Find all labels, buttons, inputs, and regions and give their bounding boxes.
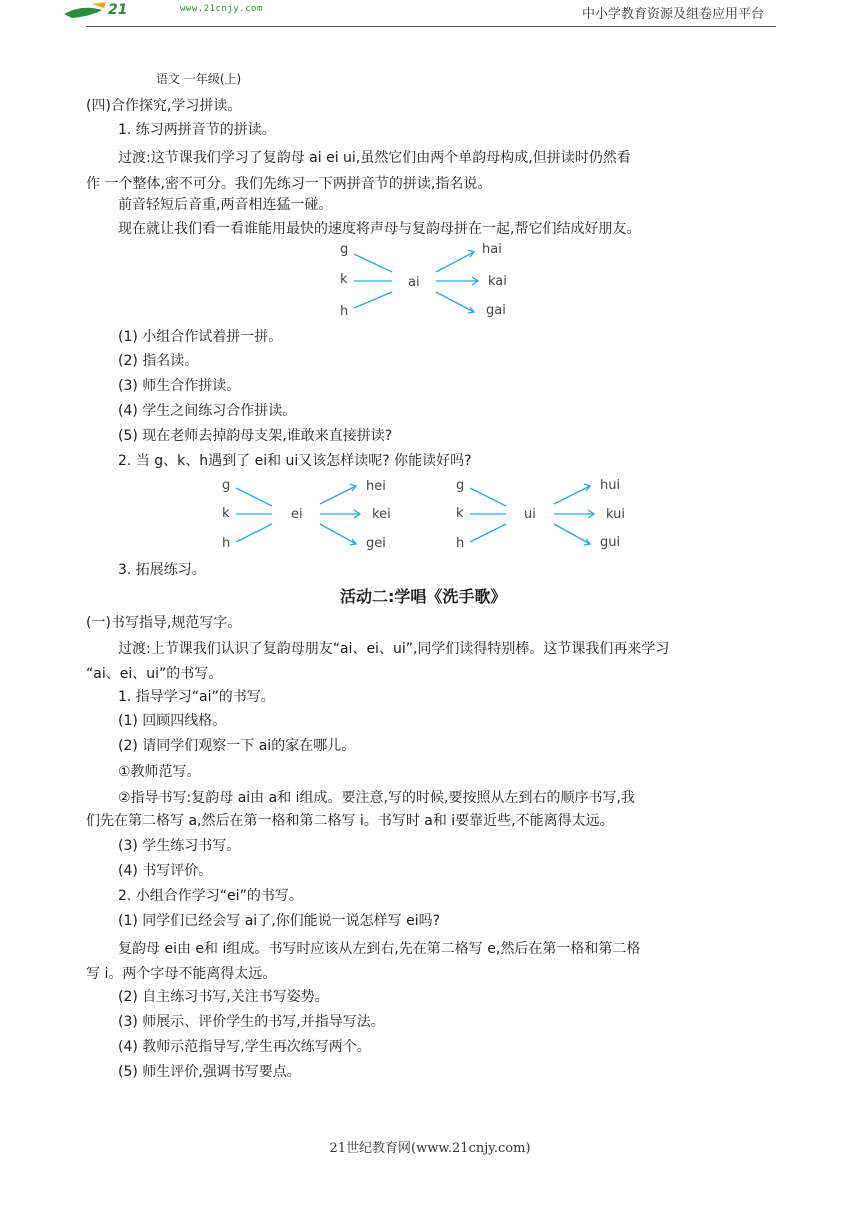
arrow-line [554,486,590,504]
initial-label: h [456,536,465,551]
arrow-line [470,524,506,542]
result-label: gai [486,303,506,318]
list-item: (3) 师生合作拼读。 [118,378,241,394]
result-label: hai [482,242,502,257]
svg-text:21: 21 [108,2,128,18]
paragraph: 2. 当 g、k、h遇到了 ei和 ui又该怎样读呢? 你能读好吗? [118,453,472,469]
initial-label: k [222,506,230,521]
result-label: hei [366,479,386,494]
result-label: kai [488,274,507,289]
pinyin-diagram-ai [330,236,520,322]
paragraph: 过渡:上节课我们认识了复韵母朋友“ai、ei、ui”,同学们读得特别棒。这节课我们再来学习 [118,641,670,657]
pinyin-diagram-ei [212,472,402,554]
arrow-line [236,488,272,506]
initial-label: g [340,242,349,257]
site-logo [62,0,263,22]
list-item: ①教师范写。 [118,764,201,780]
result-label: gui [600,535,621,550]
arrow-line [554,524,590,544]
paragraph: ②指导书写:复韵母 ai由 a和 i组成。要注意,写的时候,要按照从左到右的顺序书写,我 [118,790,635,806]
list-item: (3) 学生练习书写。 [118,838,241,854]
list-item: (3) 师展示、评价学生的书写,并指导写法。 [118,1014,385,1030]
list-item: (4) 学生之间练习合作拼读。 [118,403,297,419]
paragraph: 写 i。两个字母不能离得太远。 [86,966,277,982]
list-item: (4) 书写评价。 [118,863,213,879]
list-item: (1) 小组合作试着拼一拼。 [118,329,283,345]
page-footer: 21世纪教育网(www.21cnjy.com) [329,1141,531,1156]
initial-label: g [456,478,465,493]
list-item: (5) 现在老师去掉韵母支架,谁敢来直接拼读? [118,428,393,444]
paragraph: 前音轻短后音重,两音相连猛一碰。 [118,197,333,213]
initial-label: h [340,304,349,319]
paragraph: 复韵母 ei由 e和 i组成。书写时应该从左到右,先在第二格写 e,然后在第一格和第二格 [118,941,641,957]
paragraph: 们先在第二格写 a,然后在第一格和第二格写 i。书写时 a和 i要靠近些,不能离得太远。 [86,813,614,829]
list-item: (1) 回顾四线格。 [118,713,227,729]
section-heading: (四)合作探究,学习拼读。 [86,98,242,114]
initial-label: g [222,478,231,493]
logo-icon [62,0,128,22]
initial-label: k [456,506,464,521]
arrow-line [354,292,392,308]
arrow-line [320,486,356,504]
arrow-line [436,292,474,312]
paragraph: 作 一个整体,密不可分。我们先练习一下两拼音节的拼读,指名说。 [86,176,492,192]
list-item: (4) 教师示范指导写,学生再次练写两个。 [118,1039,371,1055]
header-divider [86,26,776,27]
result-label: kui [606,507,625,522]
arrow-line [320,524,356,544]
subject-grade: 语文 一年级(上) [156,72,242,86]
paragraph: 1. 练习两拼音节的拼读。 [118,122,276,138]
final-label: ui [524,507,536,522]
arrow-line [354,254,392,272]
paragraph: 1. 指导学习“ai”的书写。 [118,689,275,705]
platform-title: 中小学教育资源及组卷应用平台 [581,7,764,22]
arrow-line [470,488,506,506]
paragraph: 现在就让我们看一看谁能用最快的速度将声母与复韵母拼在一起,帮它们结成好朋友。 [118,221,641,237]
initial-label: h [222,536,231,551]
list-item: (2) 自主练习书写,关注书写姿势。 [118,989,329,1005]
section-heading: (一)书写指导,规范写字。 [86,615,242,631]
list-item: (5) 师生评价,强调书写要点。 [118,1064,301,1080]
initial-label: k [340,272,348,287]
paragraph: 2. 小组合作学习“ei”的书写。 [118,888,303,904]
result-label: gei [366,536,386,551]
arrow-line [236,524,272,542]
paragraph: “ai、ei、ui”的书写。 [86,666,223,682]
activity-heading: 活动二:学唱《洗手歌》 [340,587,507,606]
arrow-line [436,252,474,272]
final-label: ei [291,507,303,522]
list-item: (2) 请同学们观察一下 ai的家在哪儿。 [118,738,356,754]
list-item: (1) 同学们已经会写 ai了,你们能说一说怎样写 ei吗? [118,913,441,929]
result-label: kei [372,507,391,522]
paragraph: 过渡:这节课我们学习了复韵母 ai ei ui,虽然它们由两个单韵母构成,但拼读时仍然看 [118,150,631,166]
pinyin-diagram-ui [448,472,638,554]
paragraph: 3. 拓展练习。 [118,562,206,578]
final-label: ai [408,275,420,290]
list-item: (2) 指名读。 [118,353,199,369]
logo-url: www.21cnjy.com [180,4,263,14]
result-label: hui [600,478,621,493]
